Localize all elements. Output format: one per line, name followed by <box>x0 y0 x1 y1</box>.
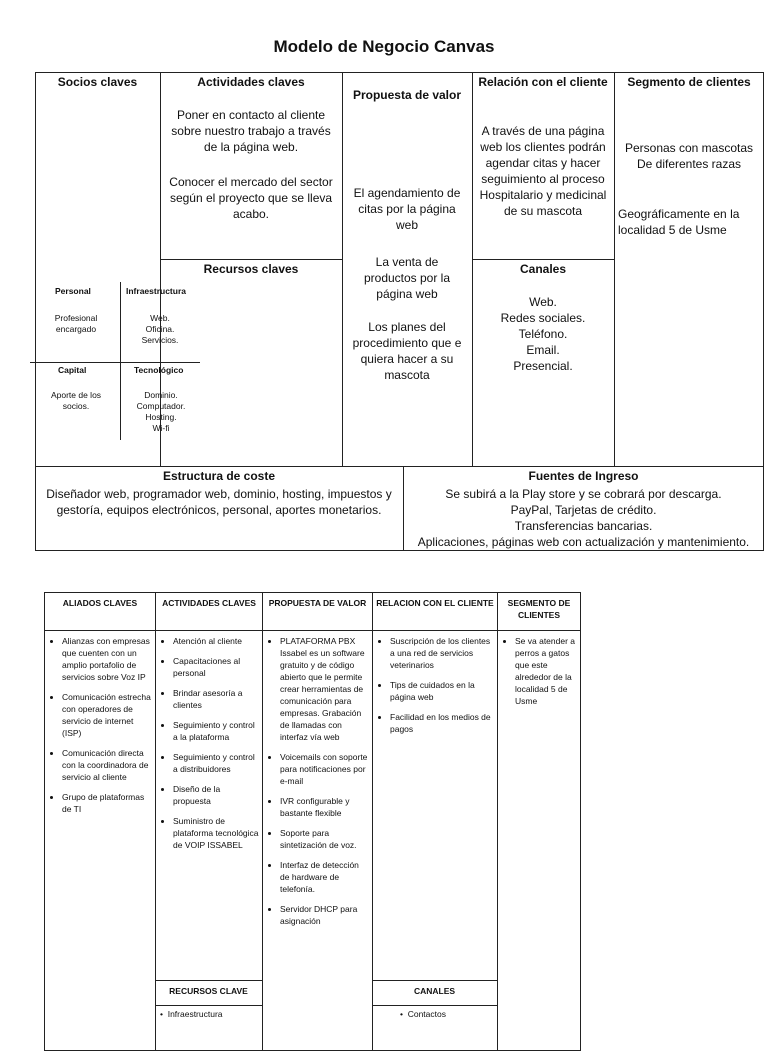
list-item: Contactos <box>407 1009 446 1019</box>
propuesta-p2: La venta de productos por la página web <box>363 255 451 301</box>
personal-line: Profesional <box>54 313 98 323</box>
capital-label: Capital <box>58 365 87 375</box>
ingreso-line: Se subirá a la Play store y se cobrará por descarga. <box>445 487 722 501</box>
canal-item: Email. <box>526 343 560 357</box>
canal-item: Teléfono. <box>518 327 568 341</box>
tecno-text <box>126 390 196 434</box>
list-item: • Seguimiento y control a distribuidores <box>173 751 259 775</box>
bullet-icon: • <box>400 1009 408 1019</box>
list-item: • Suscripción de los clientes a una red de servicios veterinarios <box>390 635 494 671</box>
canal-item: Web. <box>529 295 557 309</box>
divider <box>30 362 200 363</box>
ingreso-line: PayPal, Tarjetas de crédito. <box>510 503 657 517</box>
page-title: Modelo de Negocio Canvas <box>273 37 495 56</box>
segmento-p2: Geográficamente en la localidad 5 de Usme <box>618 207 740 237</box>
divider <box>160 259 342 260</box>
ingreso-line: Aplicaciones, páginas web con actualización y mantenimiento. <box>417 535 750 549</box>
capital-line: socios. <box>62 401 90 411</box>
ingresos-text <box>403 486 764 550</box>
capital-line: Aporte de los <box>50 390 102 400</box>
divider <box>155 980 262 981</box>
list-item: Infraestructura <box>167 1009 223 1019</box>
personal-text <box>40 313 112 335</box>
t2-header-segmento: SEGMENTO DE CLIENTES <box>498 593 581 631</box>
capital-text <box>40 390 112 412</box>
divider <box>614 72 615 466</box>
divider <box>472 259 614 260</box>
ingreso-line: Transferencias bancarias. <box>514 519 653 533</box>
infra-label: Infraestructura <box>126 286 186 296</box>
actividades-header: Actividades claves <box>197 75 305 89</box>
canvas-table-2 <box>44 592 581 1051</box>
t2-recursos-header: RECURSOS CLAVE <box>169 986 248 996</box>
list-item: • Atención al cliente <box>173 635 259 647</box>
canal-item: Redes sociales. <box>500 311 586 325</box>
tecno-line: Computador. <box>136 401 186 411</box>
tecno-line: Wi-fi <box>152 423 170 433</box>
propuesta-p3: Los planes del procedimiento que e quiera hacer a su mascota <box>352 320 462 382</box>
list-item: • Facilidad en los medios de pagos <box>390 711 494 735</box>
canal-item: Presencial. <box>513 359 573 373</box>
list-item: • Grupo de plataformas de TI <box>62 791 152 815</box>
actividades-p2: Conocer el mercado del sector según el proyecto que se lleva acabo. <box>169 175 333 221</box>
divider <box>35 466 764 467</box>
divider <box>372 980 497 981</box>
list-item: • Suministro de plataforma tecnológica de VOIP ISSABEL <box>173 815 259 851</box>
t2-canales-header: CANALES <box>413 986 456 996</box>
t2-header-relacion: RELACION CON EL CLIENTE <box>373 593 498 631</box>
list-item: • Capacitaciones al personal <box>173 655 259 679</box>
list-item: • Diseño de la propuesta <box>173 783 259 807</box>
relacion-header: Relación con el cliente <box>478 75 608 89</box>
canales-list <box>472 294 614 374</box>
t2-propuesta-cell <box>263 631 373 1051</box>
socios-header: Socios claves <box>57 75 138 89</box>
divider <box>120 282 121 440</box>
tecno-line: Hosting. <box>145 412 177 422</box>
list-item: • Comunicación directa con la coordinadora de servicio al cliente <box>62 747 152 783</box>
personal-line: encargado <box>55 324 97 334</box>
list-item: • Tips de cuidados en la página web <box>390 679 494 703</box>
list-item: • Alianzas con empresas que cuenten con un amplio portafolio de servicios sobre Voz IP <box>62 635 152 683</box>
list-item: • Servidor DHCP para asignación <box>280 903 369 927</box>
recursos-header: Recursos claves <box>203 262 299 276</box>
t2-header-actividades: ACTIVIDADES CLAVES <box>156 593 263 631</box>
infra-line: Servicios. <box>141 335 179 345</box>
list-item: • Seguimiento y control a la plataforma <box>173 719 259 743</box>
actividades-p1: Poner en contacto al cliente sobre nuestro trabajo a través de la página web. <box>171 108 331 154</box>
propuesta-p1: El agendamiento de citas por la página web <box>353 186 461 232</box>
tecno-label: Tecnológico <box>134 365 184 375</box>
list-item: • Interfaz de detección de hardware de telefonía. <box>280 859 369 895</box>
infra-text <box>130 313 190 346</box>
list-item: • PLATAFORMA PBX Issabel es un software gratuito y de código abierto que le permite crear herramientas de comunicación para empresas. Grabación de llamadas con interfaz vía web <box>280 635 369 743</box>
bullet-icon: • <box>160 1009 168 1019</box>
t2-header-aliados: ALIADOS CLAVES <box>45 593 156 631</box>
canales-header: Canales <box>519 262 567 276</box>
personal-label: Personal <box>55 286 91 296</box>
list-item: • Soporte para sintetización de voz. <box>280 827 369 851</box>
list-item: • Comunicación estrecha con operadores de servicio de internet (ISP) <box>62 691 152 739</box>
t2-header-propuesta: PROPUESTA DE VALOR <box>263 593 373 631</box>
tecno-line: Dominio. <box>144 390 178 400</box>
ingresos-header: Fuentes de Ingreso <box>528 469 639 483</box>
costes-text: Diseñador web, programador web, dominio, hosting, impuestos y gestoría, equipos electrónicos, personal, aportes monetarios. <box>46 487 392 517</box>
infra-line: Web. <box>150 313 170 323</box>
relacion-p1: A través de una página web los clientes podrán agendar citas y hacer seguimiento al proceso Hospitalario y medicinal de su mascota <box>479 124 607 218</box>
divider <box>372 1005 497 1006</box>
list-item: • IVR configurable y bastante flexible <box>280 795 369 819</box>
t2-aliados-cell <box>45 631 156 1051</box>
t2-segmento-cell <box>498 631 581 1051</box>
divider <box>155 1005 262 1006</box>
list-item: • Se va atender a perros a gatos que este alrededor de la localidad 5 de Usme <box>515 635 577 707</box>
t2-canales-list <box>400 1009 446 1019</box>
divider <box>342 72 343 466</box>
list-item: • Brindar asesoría a clientes <box>173 687 259 711</box>
propuesta-header: Propuesta de valor <box>352 88 462 102</box>
infra-line: Oficina. <box>145 324 175 334</box>
t2-recursos-list <box>160 1009 223 1019</box>
list-item: • Voicemails con soporte para notificaciones por e-mail <box>280 751 369 787</box>
segmento-p1: Personas con mascotas De diferentes razas <box>624 141 754 171</box>
costes-header: Estructura de coste <box>162 469 276 483</box>
segmento-header: Segmento de clientes <box>627 75 751 89</box>
